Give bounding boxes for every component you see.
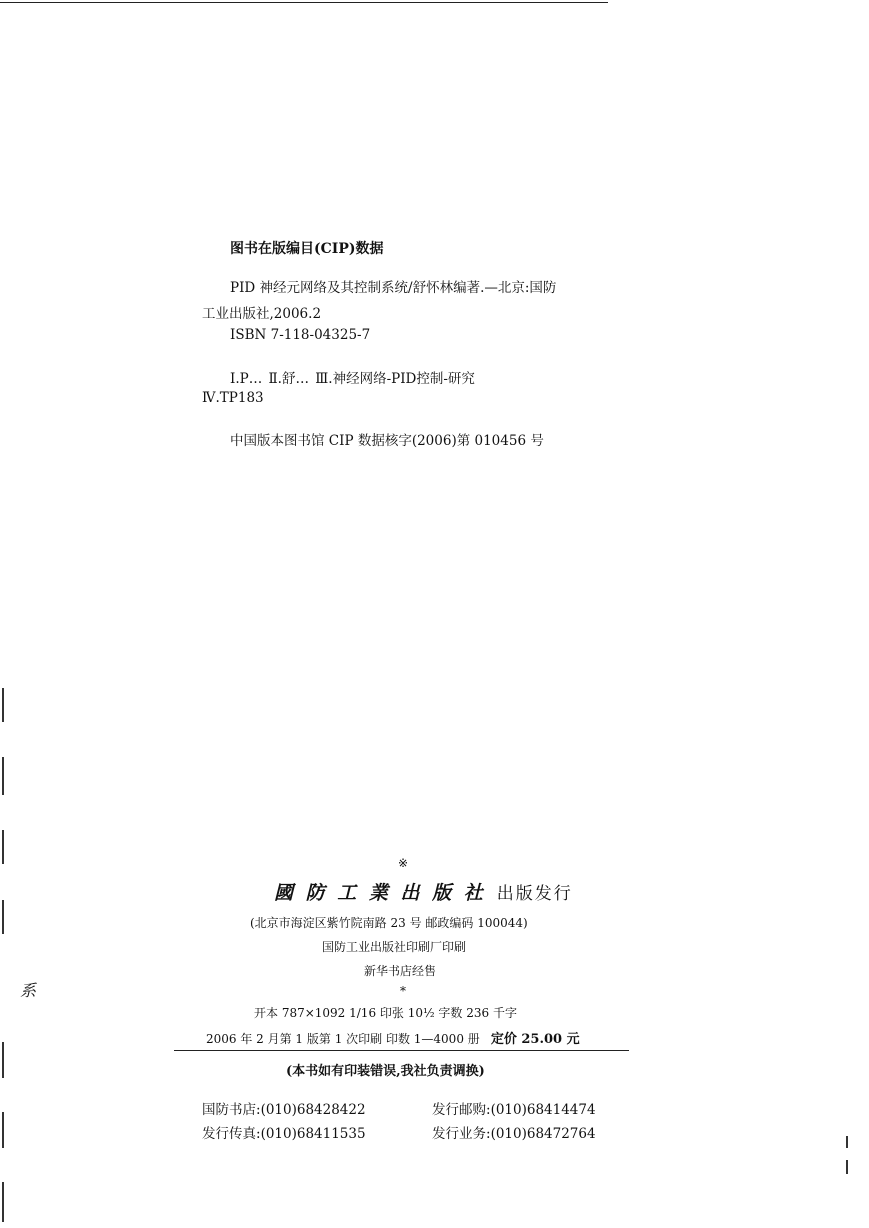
- ornament: ※: [398, 856, 409, 870]
- separator-asterisk: *: [400, 984, 406, 998]
- edition-line: 2006 年 2 月第 1 版第 1 次印刷 印数 1—4000 册: [206, 1032, 480, 1046]
- contact-value: (010)68411535: [260, 1126, 366, 1142]
- imprint-divider: [174, 1050, 629, 1051]
- margin-handwriting-mark: 系: [20, 981, 37, 1000]
- error-notice: (本书如有印装错误,我社负责调换): [286, 1064, 485, 1079]
- contact-item: [202, 1122, 366, 1142]
- cip-heading: 图书在版编目(CIP)数据: [230, 241, 384, 257]
- publisher-suffix: 出版发行: [496, 884, 573, 904]
- left-edge-mark: [2, 757, 4, 795]
- contact-value: (010)68414474: [490, 1102, 596, 1118]
- edition-price-line: [206, 1028, 580, 1047]
- printer-line: 国防工业出版社印刷厂印刷: [322, 940, 467, 954]
- contact-item: [432, 1098, 596, 1118]
- left-edge-mark: [2, 688, 4, 722]
- cip-subject-line: Ⅰ.P… Ⅱ.舒… Ⅲ.神经网络-PID控制-研究: [230, 371, 475, 387]
- publisher-address: (北京市海淀区紫竹院南路 23 号 邮政编码 100044): [250, 916, 528, 930]
- format-line: 开本 787×1092 1/16 印张 10½ 字数 236 千字: [254, 1006, 517, 1020]
- left-edge-mark: [2, 1112, 4, 1148]
- right-edge-mark: [846, 1136, 848, 1148]
- left-edge-mark: [2, 1182, 4, 1222]
- contact-label: 发行邮购:: [432, 1102, 491, 1118]
- cip-title-line-1: PID 神经元网络及其控制系统/舒怀林编著.—北京:国防: [230, 280, 557, 296]
- contact-value: (010)68472764: [490, 1126, 596, 1142]
- left-edge-mark: [2, 900, 4, 934]
- cip-classification: Ⅳ.TP183: [202, 390, 264, 406]
- publisher-calligraphy: 國 防 工 業 出 版 社: [274, 882, 486, 904]
- publisher-line: [274, 878, 573, 905]
- left-edge-mark: [2, 830, 4, 864]
- contact-label: 发行传真:: [202, 1126, 261, 1142]
- distributor-line: 新华书店经售: [364, 964, 437, 978]
- contact-value: (010)68428422: [260, 1102, 366, 1118]
- cip-isbn: ISBN 7-118-04325-7: [230, 327, 371, 343]
- cip-record-number: 中国版本图书馆 CIP 数据核字(2006)第 010456 号: [230, 433, 544, 449]
- cip-title-line-2: 工业出版社,2006.2: [202, 306, 322, 322]
- contact-item: [202, 1098, 366, 1118]
- contact-label: 国防书店:: [202, 1102, 261, 1118]
- contact-item: [432, 1122, 596, 1142]
- contact-label: 发行业务:: [432, 1126, 491, 1142]
- left-edge-mark: [2, 1042, 4, 1078]
- right-edge-mark: [846, 1160, 848, 1174]
- top-scan-line: [0, 2, 608, 3]
- price: 定价 25.00 元: [490, 1032, 580, 1047]
